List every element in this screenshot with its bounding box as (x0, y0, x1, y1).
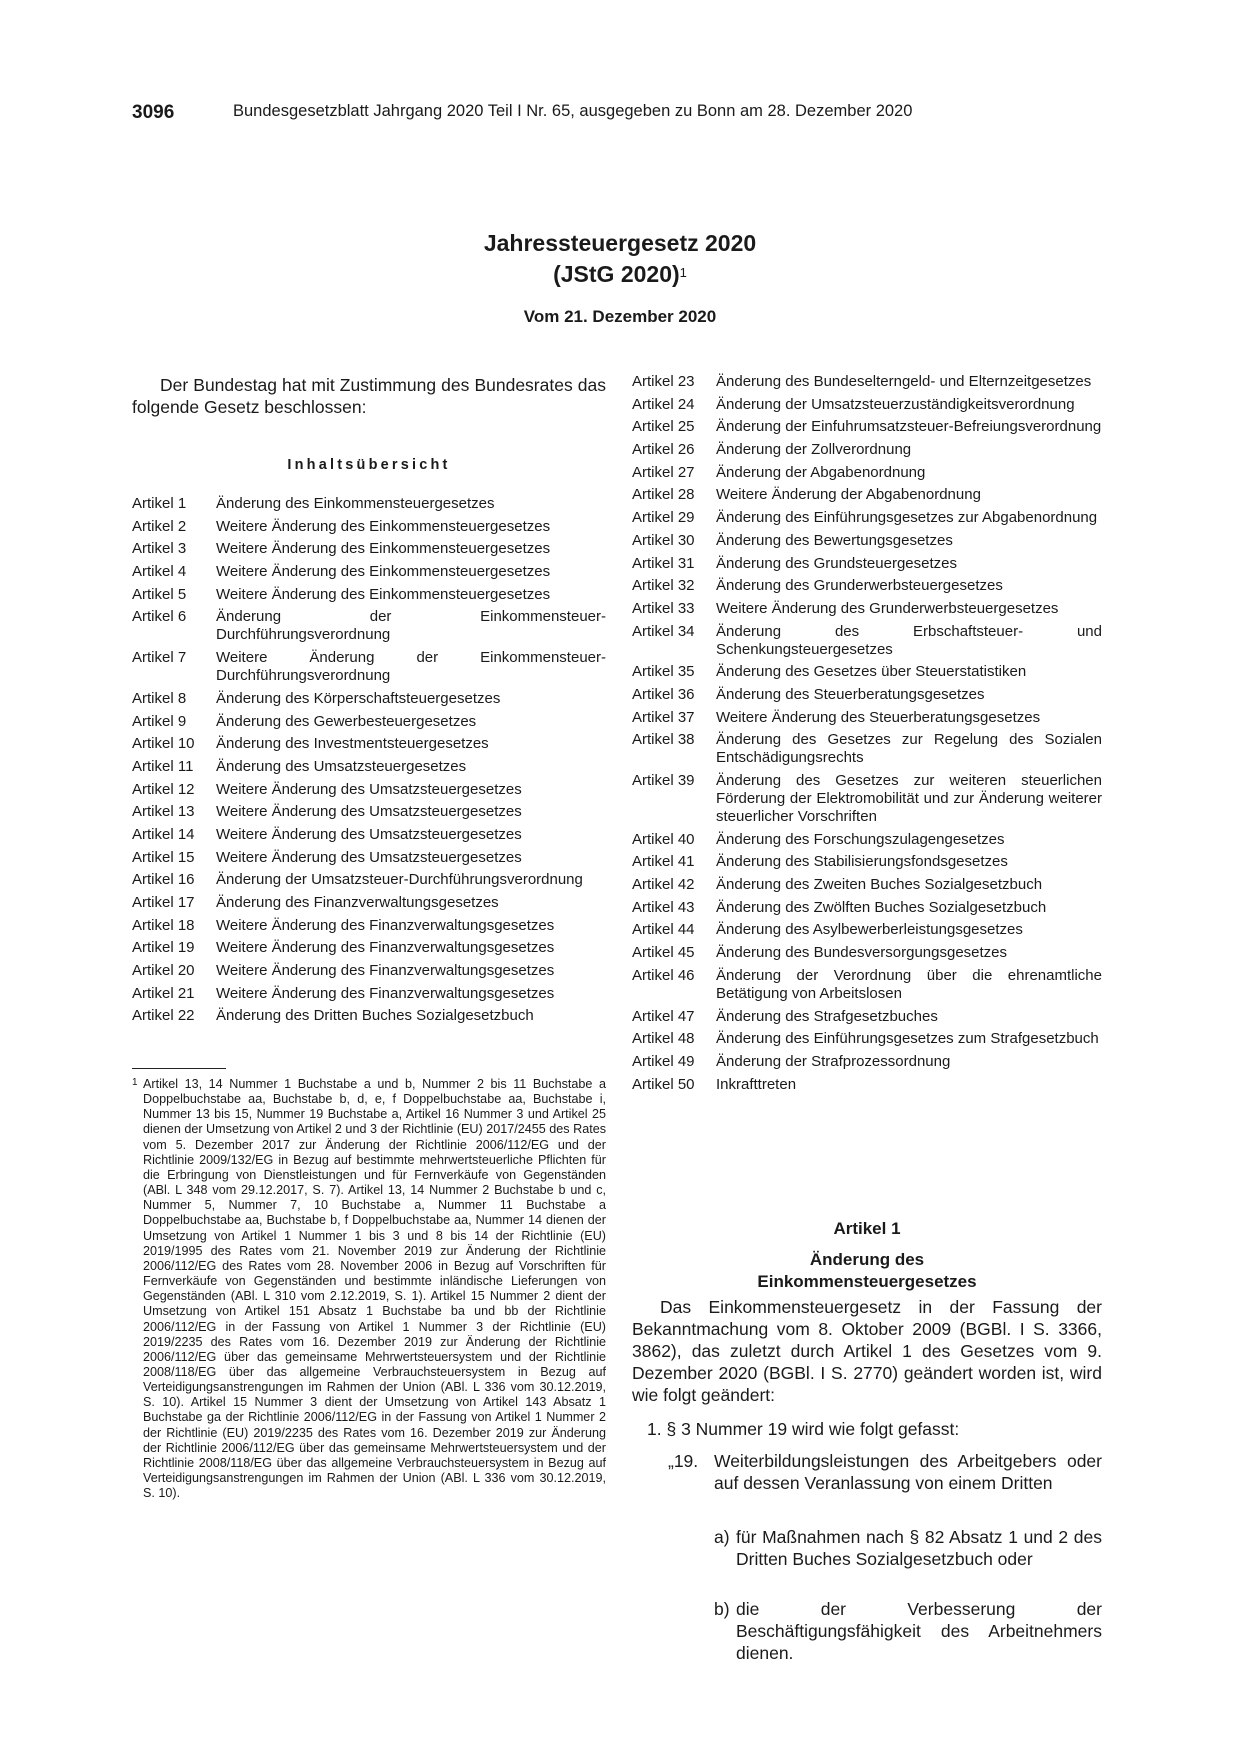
toc-entry-title: Weitere Änderung des Umsatzsteuergesetzes (216, 780, 522, 798)
toc-entry (632, 441, 1102, 459)
toc-entry (632, 1008, 1102, 1026)
toc-entry-number: Artikel 27 (632, 463, 695, 481)
toc-entry-title: Weitere Änderung der Einkommensteuer-Durchführungsverordnung (216, 649, 606, 685)
toc-entry-number: Artikel 21 (132, 984, 195, 1002)
toc-entry-title: Weitere Änderung des Steuerberatungsgesetzes (716, 708, 1041, 726)
toc-entry-title: Weitere Änderung des Einkommensteuergesetzes (216, 517, 551, 535)
toc-entry-title: Änderung des Investmentsteuergesetzes (216, 735, 489, 753)
toc-entry-title: Änderung des Finanzverwaltungsgesetzes (216, 894, 499, 911)
toc-entry-title: Änderung der Verordnung über die ehrenamtliche Betätigung von Arbeitslosen (716, 966, 1102, 1002)
toc-entry-number: Artikel 19 (132, 939, 195, 957)
subitem-b-text: die der Verbesserung der Beschäftigungsfähigkeit des Arbeitnehmers dienen. (736, 1599, 1102, 1663)
toc-entry-number: Artikel 44 (632, 921, 695, 939)
toc-entry-title: Änderung des Strafgesetzbuches (716, 1007, 938, 1025)
toc-entry-number: Artikel 11 (132, 757, 194, 775)
toc-left-column (132, 495, 606, 1030)
toc-entry-title: Änderung des Dritten Buches Sozialgesetzbuch (216, 1007, 534, 1025)
page-number: 3096 (132, 102, 175, 123)
toc-entry-number: Artikel 33 (632, 599, 695, 617)
toc-entry (132, 713, 606, 731)
toc-entry-number: Artikel 5 (132, 585, 187, 603)
toc-entry (632, 921, 1102, 939)
toc-entry-number: Artikel 43 (632, 898, 695, 916)
amendment-item-1-text: § 3 Nummer 19 wird wie folgt gefasst: (666, 1419, 960, 1439)
toc-entry (132, 1007, 606, 1025)
toc-entry-number: Artikel 4 (132, 563, 187, 581)
toc-entry (132, 826, 606, 844)
toc-entry-title: Änderung des Gesetzes über Steuerstatistiken (716, 663, 1027, 681)
toc-entry-number: Artikel 16 (132, 871, 195, 889)
toc-entry (632, 772, 1102, 826)
footnote-mark: 1 (132, 1077, 138, 1088)
toc-entry-number: Artikel 13 (132, 803, 195, 821)
toc-entry-number: Artikel 45 (632, 944, 695, 962)
toc-entry-title: Änderung des Erbschaftsteuer- und Schenkungsteuergesetzes (716, 622, 1102, 658)
toc-entry (632, 396, 1102, 414)
toc-entry (132, 495, 606, 513)
preamble: Der Bundestag hat mit Zustimmung des Bundesrates das folgende Gesetz beschlossen: (132, 375, 606, 417)
toc-entry (632, 464, 1102, 482)
toc-entry-title: Änderung des Grunderwerbsteuergesetzes (716, 577, 1003, 595)
toc-entry-title: Änderung des Bundeselterngeld- und Elternzeitgesetzes (716, 373, 1092, 390)
toc-right-column (632, 373, 1102, 1098)
toc-entry-number: Artikel 47 (632, 1007, 695, 1025)
toc-heading: Inhaltsübersicht (287, 457, 451, 473)
toc-entry (632, 831, 1102, 849)
footnote-reference: 1 (679, 265, 687, 280)
toc-entry-number: Artikel 48 (632, 1030, 695, 1048)
toc-entry-number: Artikel 35 (632, 663, 695, 681)
toc-entry-title: Änderung der Umsatzsteuerzuständigkeitsverordnung (716, 395, 1075, 413)
toc-entry (132, 608, 606, 644)
toc-entry (632, 944, 1102, 962)
toc-entry (132, 518, 606, 536)
toc-entry-title: Weitere Änderung des Umsatzsteuergesetzes (216, 848, 522, 866)
toc-entry-number: Artikel 7 (132, 649, 187, 667)
toc-entry-title: Änderung des Einführungsgesetzes zum Strafgesetzbuch (716, 1030, 1099, 1048)
toc-entry-number: Artikel 25 (632, 418, 695, 436)
toc-entry-title: Änderung des Einkommensteuergesetzes (216, 495, 495, 512)
toc-entry-title: Änderung des Gesetzes zur Regelung des Sozialen Entschädigungsrechts (716, 731, 1102, 767)
toc-entry-title: Änderung des Bewertungsgesetzes (716, 531, 953, 549)
article-1-title-line-1: Änderung des (809, 1250, 925, 1269)
toc-entry (632, 532, 1102, 550)
toc-entry-title: Weitere Änderung des Umsatzsteuergesetzes (216, 825, 522, 843)
toc-entry-title: Änderung der Einkommensteuer-Durchführungsverordnung (216, 608, 606, 644)
toc-entry (132, 649, 606, 685)
subitem-b-label: b) (714, 1599, 730, 1619)
toc-entry-title: Weitere Änderung des Einkommensteuergesetzes (216, 585, 551, 603)
toc-entry (632, 577, 1102, 595)
toc-entry (132, 894, 606, 912)
toc-entry (632, 967, 1102, 1003)
subitem-b (714, 1598, 1102, 1664)
toc-entry (632, 486, 1102, 504)
toc-entry-number: Artikel 42 (632, 876, 695, 894)
toc-entry (132, 690, 606, 708)
subitem-a-text: für Maßnahmen nach § 82 Absatz 1 und 2 des Dritten Buches Sozialgesetzbuch oder (736, 1527, 1102, 1569)
toc-entry-number: Artikel 2 (132, 517, 187, 535)
toc-entry-number: Artikel 38 (632, 731, 695, 749)
toc-entry (632, 1076, 1102, 1094)
toc-entry-title: Inkrafttreten (716, 1075, 797, 1093)
toc-entry-number: Artikel 23 (632, 373, 695, 390)
toc-entry-title: Änderung des Forschungszulagengesetzes (716, 830, 1005, 848)
toc-entry-title: Weitere Änderung des Finanzverwaltungsgesetzes (216, 916, 555, 934)
document-date: Vom 21. Dezember 2020 (523, 307, 717, 326)
toc-entry-title: Änderung der Abgabenordnung (716, 463, 926, 481)
toc-entry-title: Änderung des Körperschaftsteuergesetzes (216, 689, 501, 707)
toc-entry-title: Änderung des Stabilisierungsfondsgesetzes (716, 853, 1008, 871)
toc-entry-title: Änderung des Zwölften Buches Sozialgesetzbuch (716, 898, 1047, 916)
toc-entry (132, 849, 606, 867)
toc-entry-number: Artikel 39 (632, 772, 695, 789)
toc-entry (632, 418, 1102, 436)
toc-entry-number: Artikel 40 (632, 830, 695, 848)
toc-entry-title: Weitere Änderung des Finanzverwaltungsgesetzes (216, 984, 555, 1002)
running-header: Bundesgesetzblatt Jahrgang 2020 Teil I Nr. 65, ausgegeben zu Bonn am 28. Dezember 2020 (233, 102, 913, 120)
title-line-1: Jahressteuergesetz 2020 (483, 230, 757, 256)
toc-entry-title: Änderung der Zollverordnung (716, 441, 912, 459)
toc-entry (632, 1030, 1102, 1048)
toc-entry-title: Änderung des Zweiten Buches Sozialgesetzbuch (716, 876, 1043, 894)
toc-entry-title: Weitere Änderung des Umsatzsteuergesetzes (216, 803, 522, 821)
toc-entry-title: Änderung des Einführungsgesetzes zur Abgabenordnung (716, 509, 1098, 527)
title-line-2 (300, 259, 940, 290)
toc-entry-number: Artikel 32 (632, 577, 695, 595)
document-title (300, 228, 940, 290)
footnote-divider (132, 1068, 226, 1069)
toc-entry (632, 663, 1102, 681)
toc-entry (132, 540, 606, 558)
toc-entry-number: Artikel 26 (632, 441, 695, 459)
toc-entry-title: Weitere Änderung des Finanzverwaltungsgesetzes (216, 962, 555, 980)
toc-entry-title: Weitere Änderung des Einkommensteuergesetzes (216, 563, 551, 581)
toc-entry-title: Änderung des Gewerbesteuergesetzes (216, 712, 477, 730)
amendment-item-1 (647, 1418, 959, 1440)
toc-entry (132, 871, 606, 889)
toc-entry-title: Änderung des Steuerberatungsgesetzes (716, 685, 985, 703)
toc-entry (132, 985, 606, 1003)
toc-entry-number: Artikel 28 (632, 486, 695, 504)
toc-entry (632, 600, 1102, 618)
toc-entry (632, 853, 1102, 871)
footnote-text: Artikel 13, 14 Nummer 1 Buchstabe a und b, Nummer 2 bis 11 Buchstabe a Doppelbuchstabe aa, Buchstabe b, d, e, f Doppelbuchstabe aa, Buchstabe i, Nummer 13 bis 15, Nummer 19 Buchstabe a, Artikel 16 Nummer 3 und Artikel 25 dienen der Umsetzung von Artikel 2 und 3 der Richtlinie (EU) 2017/2455 des Rates vom 5. Dezember 2017 zur Änderung der Richtlinie 2006/112/EG und der Richtlinie 2009/132/EG in Bezug auf bestimmte mehrwertsteuerliche Pflichten für die Erbringung von Dienstleistungen und für Fernverkäufe von Gegenständen (ABl. L 348 vom 29.12.2017, S. 7). Artikel 13, 14 Nummer 2 Buchstabe b und c, Nummer 5, Nummer 7, 10 Buchstabe a, Nummer 11 Buchstabe a Doppelbuchstabe aa, Buchstabe b, f Doppelbuchstabe aa, Nummer 14 dienen der Umsetzung von Artikel 1 Nummer 1 bis 3 und 8 bis 14 der Richtlinie (EU) 2019/1995 des Rates vom 21. November 2019 zur Änderung der Richtlinie 2006/112/EG des Rates vom 28. November 2006 in Bezug auf Vorschriften für Fernverkäufe von Gegenständen und bestimmte inländische Lieferungen von Gegenständen (ABl. L 310 vom 2.12.2019, S. 1). Artikel 15 Nummer 2 dient der Umsetzung von Artikel 151 Absatz 1 Buchstabe ba und bb der Richtlinie 2006/112/EG in der Fassung von Artikel 1 Nummer 3 der Richtlinie (EU) 2019/2235 des Rates vom 16. Dezember 2019 zur Änderung der Richtlinie 2006/112/EG über das gemeinsame Mehrwertsteuersystem und der Richtlinie 2008/118/EG über das allgemeine Verbrauchsteuersystem in Bezug auf Verteidigungsanstrengungen im Rahmen der Union (ABl. L 336 vom 30.12.2019, S. 10). Artikel 15 Nummer 3 dient der Umsetzung von Artikel 143 Absatz 1 Buchstabe ga der Richtlinie 2006/112/EG in der Fassung von Artikel 1 Nummer 2 der Richtlinie (EU) 2019/2235 des Rates vom 16. Dezember 2019 zur Änderung der Richtlinie 2006/112/EG über das gemeinsame Mehrwertsteuersystem und der Richtlinie 2008/118/EG über das allgemeine Verbrauchsteuersystem in Bezug auf Verteidigungsanstrengungen im Rahmen der Union (ABl. L 336 vom 30.12.2019, S. 10). (143, 1077, 606, 1501)
article-1-title (632, 1249, 1102, 1293)
toc-entry (132, 962, 606, 980)
toc-entry-number: Artikel 15 (132, 848, 195, 866)
toc-entry-title: Weitere Änderung der Abgabenordnung (716, 486, 981, 504)
toc-entry-number: Artikel 22 (132, 1007, 195, 1025)
toc-entry (632, 1053, 1102, 1071)
toc-entry (632, 876, 1102, 894)
toc-entry (132, 586, 606, 604)
toc-entry-title: Weitere Änderung des Finanzverwaltungsgesetzes (216, 939, 555, 957)
toc-entry-number: Artikel 17 (132, 894, 195, 911)
toc-entry-number: Artikel 37 (632, 708, 695, 726)
toc-entry-number: Artikel 31 (632, 554, 695, 572)
amendment-item-1-label: 1. (647, 1419, 662, 1439)
toc-entry-title: Änderung des Umsatzsteuergesetzes (216, 757, 467, 775)
toc-entry-number: Artikel 6 (132, 608, 187, 626)
toc-entry (132, 939, 606, 957)
article-1-number: Artikel 1 (833, 1219, 901, 1238)
toc-entry-title: Änderung der Strafprozessordnung (716, 1052, 951, 1070)
toc-entry-number: Artikel 20 (132, 962, 195, 980)
footnote (132, 1077, 606, 1501)
toc-entry-title: Weitere Änderung des Grunderwerbsteuergesetzes (716, 599, 1059, 617)
toc-entry-number: Artikel 50 (632, 1075, 695, 1093)
toc-entry-number: Artikel 49 (632, 1052, 695, 1070)
toc-entry-title: Änderung des Gesetzes zur weiteren steuerlichen Förderung der Elektromobilität und zur Änderung weiterer steuerlicher Vorschriften (716, 772, 1102, 825)
toc-entry (632, 709, 1102, 727)
toc-entry (632, 509, 1102, 527)
toc-entry (132, 803, 606, 821)
toc-entry (132, 758, 606, 776)
article-1-title-line-2: Einkommensteuergesetzes (757, 1272, 977, 1291)
toc-entry (632, 899, 1102, 917)
toc-entry-title: Änderung des Grundsteuergesetzes (716, 554, 957, 572)
title-abbreviation: (JStG 2020) (553, 261, 680, 287)
toc-entry-title: Änderung der Umsatzsteuer-Durchführungsverordnung (216, 871, 583, 889)
toc-entry (632, 686, 1102, 704)
toc-entry-number: Artikel 34 (632, 622, 695, 640)
paragraph-19-text: Weiterbildungsleistungen des Arbeitgebers oder auf dessen Veranlassung von einem Dritten (714, 1451, 1102, 1493)
toc-entry-number: Artikel 3 (132, 540, 187, 558)
toc-entry (632, 373, 1102, 391)
toc-entry (632, 731, 1102, 767)
paragraph-19-label: „19. (668, 1451, 699, 1471)
subitem-a (714, 1526, 1102, 1570)
toc-entry-number: Artikel 12 (132, 780, 195, 798)
toc-entry-number: Artikel 41 (632, 853, 695, 871)
toc-entry-number: Artikel 36 (632, 685, 695, 703)
toc-entry-number: Artikel 9 (132, 712, 187, 730)
toc-entry (132, 735, 606, 753)
toc-entry-title: Weitere Änderung des Einkommensteuergesetzes (216, 540, 551, 558)
toc-entry-number: Artikel 29 (632, 509, 695, 527)
toc-entry-number: Artikel 24 (632, 395, 695, 413)
toc-entry-title: Änderung der Einfuhrumsatzsteuer-Befreiungsverordnung (716, 418, 1102, 436)
toc-entry-number: Artikel 46 (632, 966, 695, 984)
toc-entry-number: Artikel 18 (132, 916, 195, 934)
toc-entry-title: Änderung des Asylbewerberleistungsgesetzes (716, 921, 1023, 939)
toc-entry-number: Artikel 1 (132, 495, 187, 512)
toc-entry (632, 555, 1102, 573)
toc-entry (632, 623, 1102, 659)
subitem-a-label: a) (714, 1527, 730, 1547)
toc-entry (132, 563, 606, 581)
toc-entry-number: Artikel 8 (132, 689, 187, 707)
article-1-intro: Das Einkommensteuergesetz in der Fassung der Bekanntmachung vom 8. Oktober 2009 (BGBl. I S. 3366, 3862), das zuletzt durch Artikel 1 des Gesetzes vom 9. Dezember 2020 (BGBl. I S. 2770) geändert worden ist, wird wie folgt geändert: (632, 1297, 1102, 1405)
toc-entry-number: Artikel 30 (632, 531, 695, 549)
toc-entry (132, 917, 606, 935)
toc-entry-number: Artikel 14 (132, 825, 195, 843)
toc-entry (132, 781, 606, 799)
toc-entry-title: Änderung des Bundesversorgungsgesetzes (716, 944, 1008, 962)
paragraph-19 (668, 1450, 1102, 1494)
toc-entry-number: Artikel 10 (132, 735, 195, 753)
